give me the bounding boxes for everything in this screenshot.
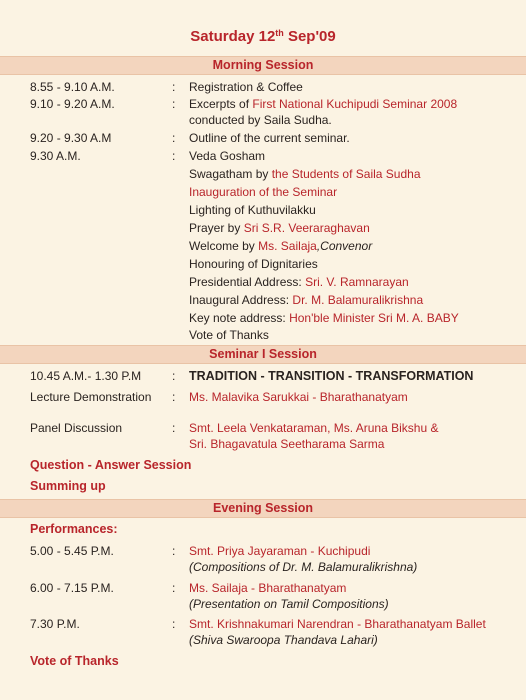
separator: :: [172, 80, 176, 94]
title-month: Sep'09: [283, 28, 336, 45]
item-highlight: Sri S.R. Veeraraghavan: [243, 221, 370, 235]
time-label: 9.30 A.M.: [30, 149, 81, 163]
activity-text: [189, 97, 457, 111]
panelists: Smt. Leela Venkataraman, Ms. Aruna Bikshu &: [189, 421, 439, 435]
title-superscript: th: [275, 28, 284, 38]
time-label: 9.20 - 9.30 A.M: [30, 131, 112, 145]
separator: :: [172, 421, 176, 435]
item-text: Vote of Thanks: [189, 328, 269, 342]
item-prefix: Inaugural Address:: [189, 293, 293, 307]
time-label: 7.30 P.M.: [30, 617, 80, 631]
separator: :: [172, 149, 176, 163]
time-label: 6.00 - 7.15 P.M.: [30, 581, 114, 595]
item-prefix: Key note address:: [189, 311, 290, 325]
presenter: Ms. Malavika Sarukkai - Bharathanatyam: [189, 390, 408, 404]
activity-text: Outline of the current seminar.: [189, 131, 350, 145]
time-label: 8.55 - 9.10 A.M.: [30, 80, 115, 94]
separator: :: [172, 581, 176, 595]
performance-note: (Presentation on Tamil Compositions): [189, 597, 389, 611]
performance-note: (Compositions of Dr. M. Balamuralikrishna): [189, 560, 418, 574]
morning-session-header: Morning Session: [0, 56, 526, 75]
item-highlight: Ms. Sailaja: [258, 239, 317, 253]
item-suffix: ,Convenor: [316, 239, 373, 253]
seminar-theme: TRADITION - TRANSITION - TRANSFORMATION: [189, 369, 474, 383]
performer: Smt. Krishnakumari Narendran - Bharathanatyam Ballet: [189, 617, 486, 631]
page-title: [0, 28, 526, 45]
session-type-label: Panel Discussion: [30, 421, 123, 435]
evening-session-header: Evening Session: [0, 499, 526, 518]
activity-highlight: First National Kuchipudi Seminar 2008: [252, 97, 458, 111]
item-prefix: Swagatham by: [189, 167, 272, 181]
panelists: Sri. Bhagavatula Seetharama Sarma: [189, 437, 385, 451]
time-label: 5.00 - 5.45 P.M.: [30, 544, 114, 558]
item-text: Honouring of Dignitaries: [189, 257, 318, 271]
item-highlight: Dr. M. Balamuralikrishna: [292, 293, 424, 307]
performer: Smt. Priya Jayaraman - Kuchipudi: [189, 544, 371, 558]
item-prefix: Welcome by: [189, 239, 259, 253]
time-label: 10.45 A.M.- 1.30 P.M: [30, 369, 142, 383]
seminar-session-header: Seminar I Session: [0, 345, 526, 364]
qa-session-heading: Question - Answer Session: [30, 458, 192, 472]
performer: Ms. Sailaja - Bharathanatyam: [189, 581, 347, 595]
item-highlight: Hon'ble Minister Sri M. A. BABY: [289, 311, 459, 325]
item-prefix: Prayer by: [189, 221, 244, 235]
activity-text: Veda Gosham: [189, 149, 266, 163]
activity-prefix: Excerpts of: [189, 97, 253, 111]
session-type-label: Lecture Demonstration: [30, 390, 152, 404]
separator: :: [172, 369, 176, 383]
separator: :: [172, 617, 176, 631]
item-highlight: the Students of Saila Sudha: [271, 167, 421, 181]
item-highlight: Inauguration of the Seminar: [189, 185, 338, 199]
summing-up-heading: Summing up: [30, 479, 106, 493]
separator: :: [172, 390, 176, 404]
title-day: Saturday 12: [190, 28, 276, 45]
separator: :: [172, 131, 176, 145]
performance-note: (Shiva Swaroopa Thandava Lahari): [189, 633, 378, 647]
activity-text: conducted by Saila Sudha.: [189, 113, 332, 127]
activity-text: Registration & Coffee: [189, 80, 303, 94]
item-text: Lighting of Kuthuvilakku: [189, 203, 316, 217]
item-prefix: Presidential Address:: [189, 275, 306, 289]
separator: :: [172, 97, 176, 111]
vote-of-thanks-heading: Vote of Thanks: [30, 654, 119, 668]
item-highlight: Sri. V. Ramnarayan: [305, 275, 409, 289]
separator: :: [172, 544, 176, 558]
time-label: 9.10 - 9.20 A.M.: [30, 97, 115, 111]
performances-heading: Performances:: [30, 522, 118, 536]
